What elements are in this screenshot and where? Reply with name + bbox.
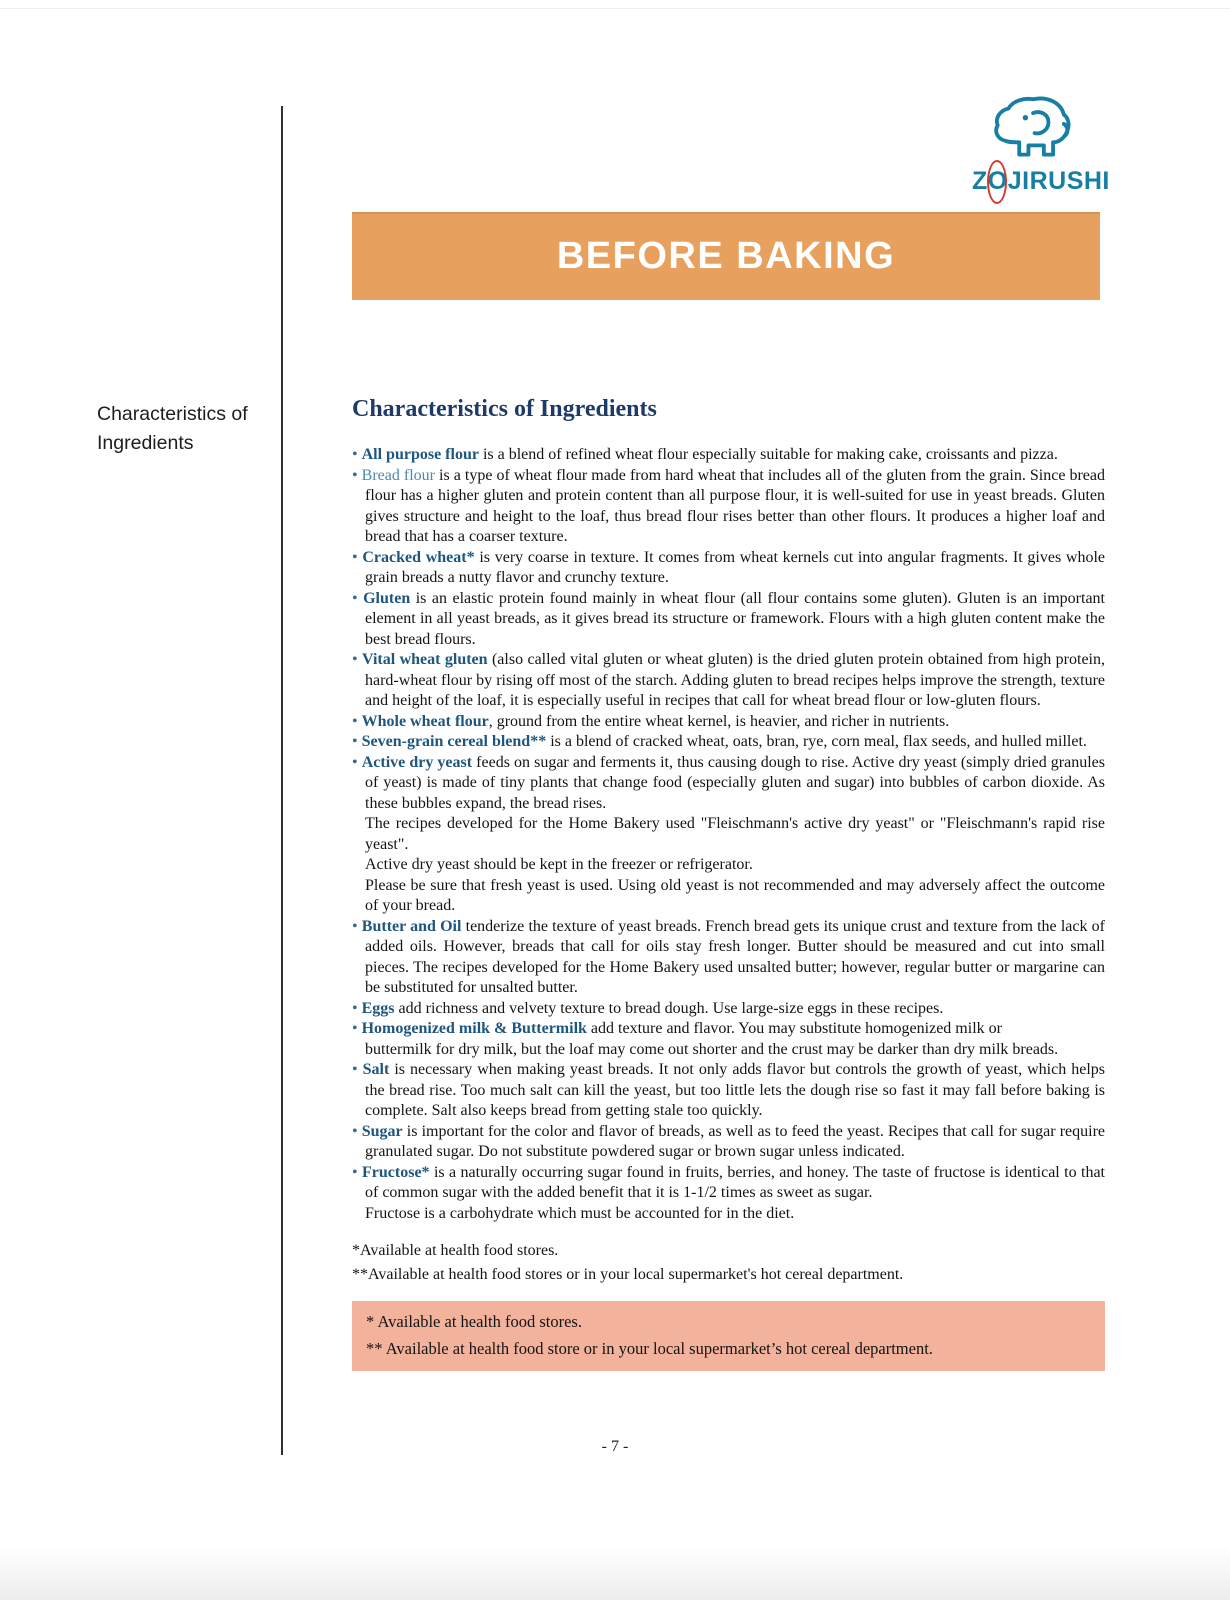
footnote-line: *Available at health food stores.	[352, 1242, 559, 1259]
ingredient-item	[352, 1163, 1105, 1225]
bullet-icon: •	[352, 1061, 363, 1078]
ingredient-extra-text: Active dry yeast should be kept in the freezer or refrigerator.	[365, 856, 753, 873]
sidebar-section-label: Characteristics of Ingredients	[97, 403, 248, 455]
page-title: Characteristics of Ingredients	[352, 396, 657, 422]
bullet-icon: •	[352, 712, 362, 730]
wordmark-rest: JIRUSHI	[1007, 167, 1110, 195]
ingredient-text: is a naturally occurring sugar found in fruits, berries, and honey. The taste of fructose is identical to that of common sugar with the added benefit that it is 1-1/2 times as sweet as sugar.	[365, 1163, 1105, 1201]
bullet-icon: •	[352, 753, 362, 771]
ingredient-item	[352, 548, 1105, 589]
ingredient-text: is an elastic protein found mainly in wheat flour (all flour contains some gluten). Gluten is an important element in all yeast breads, as it gives bread its structure or framework. Flours with a high gluten content make the best bread flours.	[365, 589, 1106, 648]
ingredient-term: Salt	[362, 1061, 390, 1078]
scan-bottom-shadow	[0, 1545, 1230, 1600]
ingredient-item	[352, 999, 1105, 1020]
ingredient-term: Active dry yeast	[361, 753, 473, 771]
footnote-line: **Available at health food stores or in your local supermarket's hot cereal department.	[352, 1266, 904, 1283]
ingredient-extra-text: Please be sure that fresh yeast is used. Using old yeast is not recommended and may adversely affect the outcome of your bread.	[365, 876, 1105, 914]
ingredient-text: add richness and velvety texture to bread dough. Use large-size eggs in these recipes.	[394, 999, 944, 1017]
bullet-icon: •	[352, 1122, 362, 1140]
ingredient-text: is a blend of cracked wheat, oats, bran, rye, corn meal, flax seeds, and hulled millet.	[546, 733, 1087, 750]
ingredient-text: is very coarse in texture. It comes from wheat kernels cut into angular fragments. It gives whole grain breads a nutty flavor and crunchy texture.	[365, 548, 1106, 586]
ingredient-list	[352, 445, 1105, 1224]
bullet-icon: •	[352, 917, 362, 935]
note-box-line: ** Available at health food store or in your local supermarket’s hot cereal department.	[366, 1339, 933, 1358]
ingredient-extra-text: buttermilk for dry milk, but the loaf may come out shorter and the crust may be darker than dry milk breads.	[365, 1040, 1059, 1058]
bullet-icon: •	[352, 999, 362, 1017]
main-content	[352, 396, 1105, 1371]
bullet-icon: •	[352, 466, 362, 484]
wordmark-z: Z	[972, 167, 988, 195]
ingredient-item	[352, 1060, 1105, 1122]
bullet-icon: •	[352, 548, 363, 566]
ingredient-term: Cracked wheat*	[362, 548, 475, 566]
ingredient-item	[352, 1019, 1105, 1060]
ingredient-item	[352, 466, 1105, 548]
wordmark-o-ring	[988, 169, 1008, 194]
bullet-icon: •	[352, 1020, 362, 1037]
ingredient-text: is important for the color and flavor of breads, as well as to feed the yeast. Recipes that call for sugar require granulated sugar. Do not substitute powdered sugar or brown sugar unless indicated.	[365, 1122, 1105, 1160]
brand-wordmark	[972, 169, 1108, 194]
ingredient-item	[352, 589, 1105, 651]
ingredient-term: Butter and Oil	[361, 917, 462, 935]
ingredient-item	[352, 445, 1105, 466]
bullet-icon: •	[352, 733, 362, 750]
ingredient-extra-text: Fructose is a carbohydrate which must be accounted for in the diet.	[365, 1204, 795, 1222]
ingredient-term: Vital wheat gluten	[362, 651, 488, 668]
ingredient-term: Homogenized milk & Buttermilk	[361, 1020, 587, 1037]
bullet-icon: •	[352, 589, 364, 607]
page-number: - 7 -	[601, 1438, 629, 1455]
ingredient-item	[352, 732, 1105, 753]
ingredient-term: Whole wheat flour	[361, 712, 489, 730]
ingredient-term: Eggs	[361, 999, 395, 1017]
ingredient-term: All purpose flour	[361, 446, 479, 463]
ingredient-text: add texture and flavor. You may substitute homogenized milk or	[586, 1020, 1002, 1037]
ingredient-item	[352, 712, 1105, 733]
top-edge-line	[0, 8, 1230, 9]
ingredient-text: feeds on sugar and ferments it, thus causing dough to rise. Active dry yeast (simply dried granules of yeast) is made of tiny plants that change food (especially gluten and sugar) into bubbles of carbon dioxide. As these bubbles expand, the bread rises.	[365, 753, 1106, 812]
ingredient-term: Gluten	[363, 589, 411, 607]
section-banner-title: BEFORE BAKING	[556, 234, 896, 277]
elephant-logo-icon	[990, 94, 1090, 166]
ingredient-item	[352, 650, 1105, 712]
ingredient-item	[352, 1122, 1105, 1163]
section-banner	[352, 212, 1100, 300]
vertical-divider	[281, 106, 283, 1455]
ingredient-term: Fructose*	[362, 1163, 430, 1181]
ingredient-text: is a blend of refined wheat flour especially suitable for making cake, croissants and pizza.	[478, 446, 1058, 463]
highlighted-note-box	[352, 1301, 1105, 1371]
ingredient-item	[352, 917, 1105, 999]
ingredient-term: Sugar	[361, 1122, 403, 1140]
brand-logo	[972, 94, 1108, 194]
ingredient-term: Bread flour	[361, 466, 436, 484]
ingredient-text: tenderize the texture of yeast breads. French bread gets its unique crust and texture from the lack of added oils. However, breads that call for oils stay fresh longer. Butter should be measured and cut into small pieces. The recipes developed for the Home Bakery used unsalted butter; however, regular butter or margarine can be substituted for unsalted butter.	[365, 917, 1106, 996]
ingredient-text: (also called vital gluten or wheat gluten) is the dried gluten protein obtained from high protein, hard-wheat flour by rising off most of the starch. Adding gluten to bread recipes helps improve the strength, texture and height of the loaf, it is especially useful in recipes that call for wheat bread flour or low-gluten flours.	[365, 651, 1105, 709]
wordmark-o: O	[987, 167, 1008, 195]
ingredient-term: Seven-grain cereal blend**	[361, 733, 547, 750]
note-box-line: * Available at health food stores.	[366, 1312, 582, 1331]
ingredient-item	[352, 753, 1105, 917]
bullet-icon: •	[352, 1163, 363, 1181]
ingredient-extra-text: The recipes developed for the Home Bakery used "Fleischmann's active dry yeast" or "Fleischmann's rapid rise yeast".	[365, 815, 1105, 853]
bullet-icon: •	[352, 446, 362, 463]
ingredient-text: , ground from the entire wheat kernel, is heavier, and richer in nutrients.	[488, 712, 950, 730]
ingredient-text: is necessary when making yeast breads. It not only adds flavor but controls the growth of yeast, which helps the bread rise. Too much salt can kill the yeast, but too little lets the dough rise so fast it may fall before baking is complete. Salt also keeps bread from getting stale too quickly.	[365, 1061, 1105, 1119]
footnotes	[352, 1239, 1105, 1287]
bullet-icon: •	[352, 651, 363, 668]
ingredient-text: is a type of wheat flour made from hard wheat that includes all of the gluten from the grain. Since bread flour has a higher gluten and protein content than all purpose flour, it is well-suited for use in yeast breads. Gluten gives structure and height to the loaf, thus bread flour rises better than other flours. It produces a higher loaf and bread that has a coarser texture.	[365, 466, 1106, 545]
